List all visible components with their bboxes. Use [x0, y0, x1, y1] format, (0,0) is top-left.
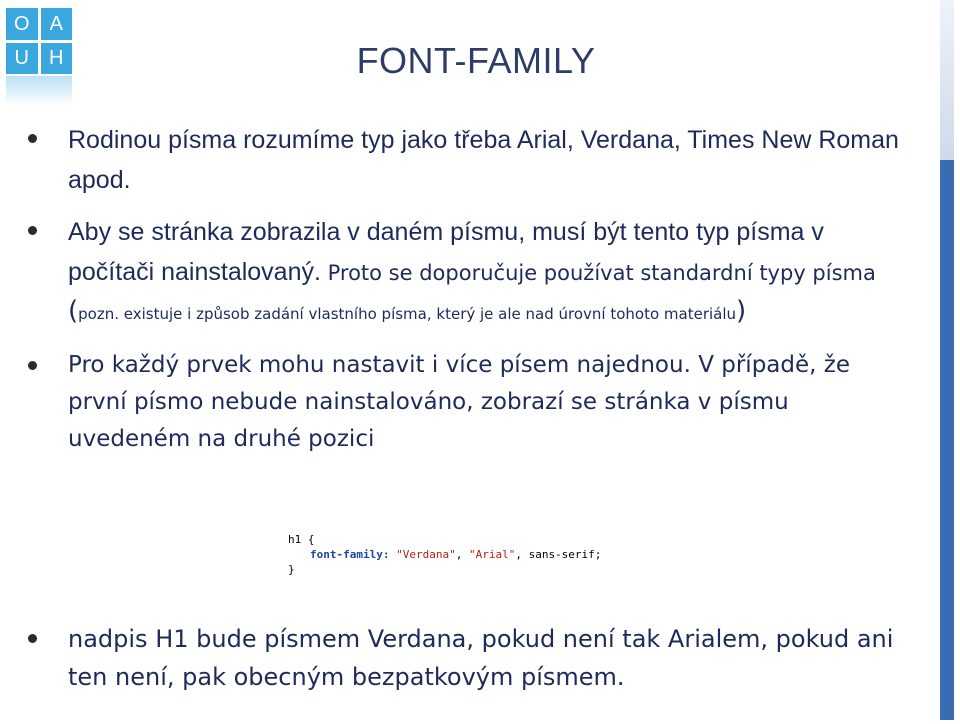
code-selector: h1 { — [288, 533, 315, 546]
bullet-list-bottom — [28, 620, 908, 696]
bullet-text-cont: Proto se doporučuje používat standardní typy písma — [320, 261, 876, 285]
bullet-text: Pro každý prvek mohu nastavit i více písem najednou. V případě, že první písmo nebude nainstalováno, zobrazí se stránka v písmu uvedeném na druhé pozici — [68, 352, 850, 452]
accent-bar — [940, 160, 954, 720]
logo-letter: H — [41, 43, 73, 75]
bullet-dot — [28, 361, 37, 370]
bullet-item — [28, 120, 908, 200]
bullet-text: Rodinou písma rozumíme typ jako třeba Arial, Verdana, Times New Roman apod. — [68, 126, 899, 194]
bullet-text: Aby se stránka zobrazila v daném písmu, musí být tento typ písma v počítači nainstalovaný. — [68, 218, 824, 286]
bullet-item — [28, 212, 908, 333]
bullet-dot — [28, 634, 37, 643]
bullet-dot — [28, 226, 37, 235]
code-separator: , — [455, 548, 469, 561]
bullet-dot — [28, 134, 37, 143]
paren-open: ( — [68, 296, 79, 326]
bullet-list — [28, 120, 908, 458]
logo-letter: O — [6, 8, 38, 40]
bullet-text: nadpis H1 bude písmem Verdana, pokud není tak Arialem, pokud ani ten není, pak obecným bezpatkovým písmem. — [68, 625, 894, 691]
code-close: } — [288, 563, 295, 576]
logo-letter: A — [41, 8, 73, 40]
slide-title: FONT-FAMILY — [356, 40, 596, 81]
paren-close: ) — [736, 296, 747, 326]
code-rest: , sans-serif; — [515, 548, 602, 561]
css-code-sample — [288, 532, 601, 577]
code-value-verdana: "Verdana" — [396, 548, 456, 561]
bullet-note: pozn. existuje i způsob zadání vlastního písma, který je ale nad úrovní tohoto materiálu — [78, 305, 737, 323]
code-property: font-family: — [310, 548, 390, 561]
bullet-item — [28, 347, 908, 458]
logo-letter: U — [6, 43, 38, 75]
bullet-item — [28, 620, 908, 696]
code-value-arial: "Arial" — [468, 548, 516, 561]
